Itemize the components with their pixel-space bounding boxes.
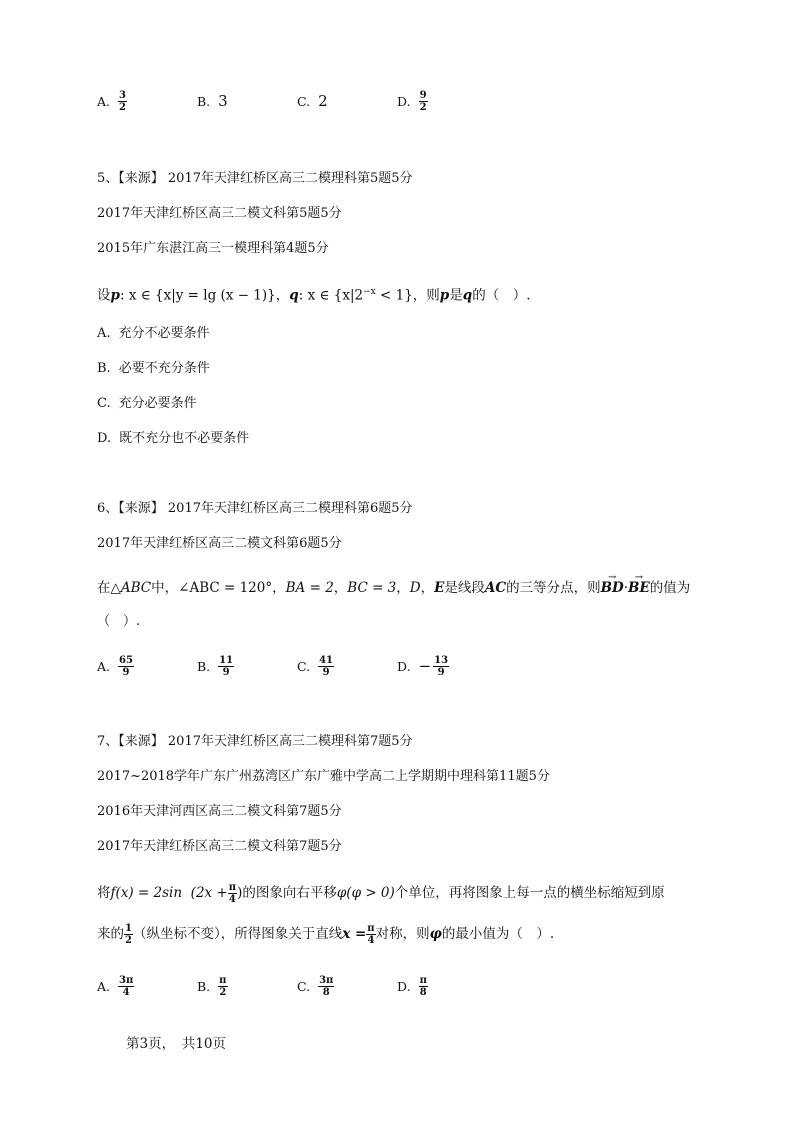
page-footer: 第3页， 共10页 bbox=[126, 1036, 227, 1052]
fraction: $\frac{65}{9}$ bbox=[119, 654, 133, 678]
q7-option-c: C. $\frac{3\pi}{8}$ bbox=[297, 974, 334, 998]
q4-option-a: A. $\frac{3}{2}$ bbox=[97, 89, 126, 113]
vector-be: → BE bbox=[628, 580, 650, 596]
q5-option-a: A. 充分不必要条件 bbox=[97, 326, 210, 341]
fraction: $\frac{9}{2}$ bbox=[419, 89, 427, 113]
q5-source-2: 2015年广东湛江高三一模理科第4题5分 bbox=[97, 241, 329, 256]
fraction: $\frac{\pi}{8}$ bbox=[419, 974, 427, 998]
q7-option-b: B. $\frac{\pi}{2}$ bbox=[197, 974, 227, 998]
q5-option-b: B. 必要不充分条件 bbox=[97, 361, 210, 376]
q6-stem: 在△ABC中，∠ABC = 120°，BA = 2，BC = 3，D，E是线段AC的三等分点，则→ BD·→ BE的值为 bbox=[97, 580, 690, 596]
q7-option-a: A. $\frac{3\pi}{4}$ bbox=[97, 974, 134, 998]
q7-source-2: 2016年天津河西区高三二模文科第7题5分 bbox=[97, 804, 342, 819]
q7-option-d: D. $\frac{\pi}{8}$ bbox=[397, 974, 427, 998]
fraction: $\frac{3}{2}$ bbox=[119, 89, 126, 113]
q5-source-1: 2017年天津红桥区高三二模文科第5题5分 bbox=[97, 206, 342, 221]
q5-option-c: C. 充分必要条件 bbox=[97, 396, 197, 411]
q6-source-1: 2017年天津红桥区高三二模文科第6题5分 bbox=[97, 536, 342, 551]
q4-option-d: D. $\frac{9}{2}$ bbox=[397, 89, 427, 113]
fraction: $\frac{3\pi}{4}$ bbox=[119, 974, 134, 998]
q7-stem-line2: 来的 $\frac{1}{2}$ （纵坐标不变），所得图象关于直线 x = $\frac{\pi}{4}$ 对称，则 φ 的最小值为（ ）. bbox=[97, 922, 555, 946]
fraction: $\frac{1}{2}$ bbox=[125, 922, 132, 946]
q7-source-3: 2017年天津红桥区高三二模文科第7题5分 bbox=[97, 839, 342, 854]
q4-option-b: B. 3 bbox=[197, 92, 228, 110]
q6-option-a: A. $\frac{65}{9}$ bbox=[97, 654, 133, 678]
q5-option-d: D. 既不充分也不必要条件 bbox=[97, 431, 250, 446]
fraction: $\frac{\pi}{4}$ bbox=[367, 922, 375, 946]
q4-option-c: C. 2 bbox=[297, 92, 328, 110]
q5-stem: 设p: x ∈ {x|y = lg (x − 1)}，q: x ∈ $\{x|2^{-x} < 1\}$，则p是q的（ ）. bbox=[97, 287, 531, 304]
q7-source-1: 2017~2018学年广东广州荔湾区广东广雅中学高二上学期期中理科第11题5分 bbox=[97, 769, 550, 784]
fraction: $\frac{\pi}{2}$ bbox=[219, 974, 227, 998]
q6-header: 6、【来源】 2017年天津红桥区高三二模理科第6题5分 bbox=[97, 501, 413, 516]
q6-stem-line2: （ ）. bbox=[97, 614, 141, 629]
vector-bd: → BD bbox=[601, 580, 624, 596]
fraction: $\frac{\pi}{4}$ bbox=[228, 881, 237, 905]
q6-option-d: D. − $\frac{13}{9}$ bbox=[397, 654, 449, 678]
fraction: $\frac{11}{9}$ bbox=[219, 654, 234, 678]
q5-header: 5、【来源】 2017年天津红桥区高三二模理科第5题5分 bbox=[97, 171, 413, 186]
fraction: $\frac{3\pi}{8}$ bbox=[319, 974, 334, 998]
q7-header: 7、【来源】 2017年天津红桥区高三二模理科第7题5分 bbox=[97, 734, 413, 749]
fraction: $\frac{41}{9}$ bbox=[319, 654, 334, 678]
fraction: $\frac{13}{9}$ bbox=[434, 654, 449, 678]
q6-option-b: B. $\frac{11}{9}$ bbox=[197, 654, 234, 678]
q6-option-c: C. $\frac{41}{9}$ bbox=[297, 654, 334, 678]
q7-stem-line1: 将 f(x) = 2sin (2x + $\frac{\pi}{4}$ ) 的图象向右平移 φ(φ > 0) 个单位，再将图象上每一点的横坐标缩短到原 bbox=[97, 881, 665, 905]
